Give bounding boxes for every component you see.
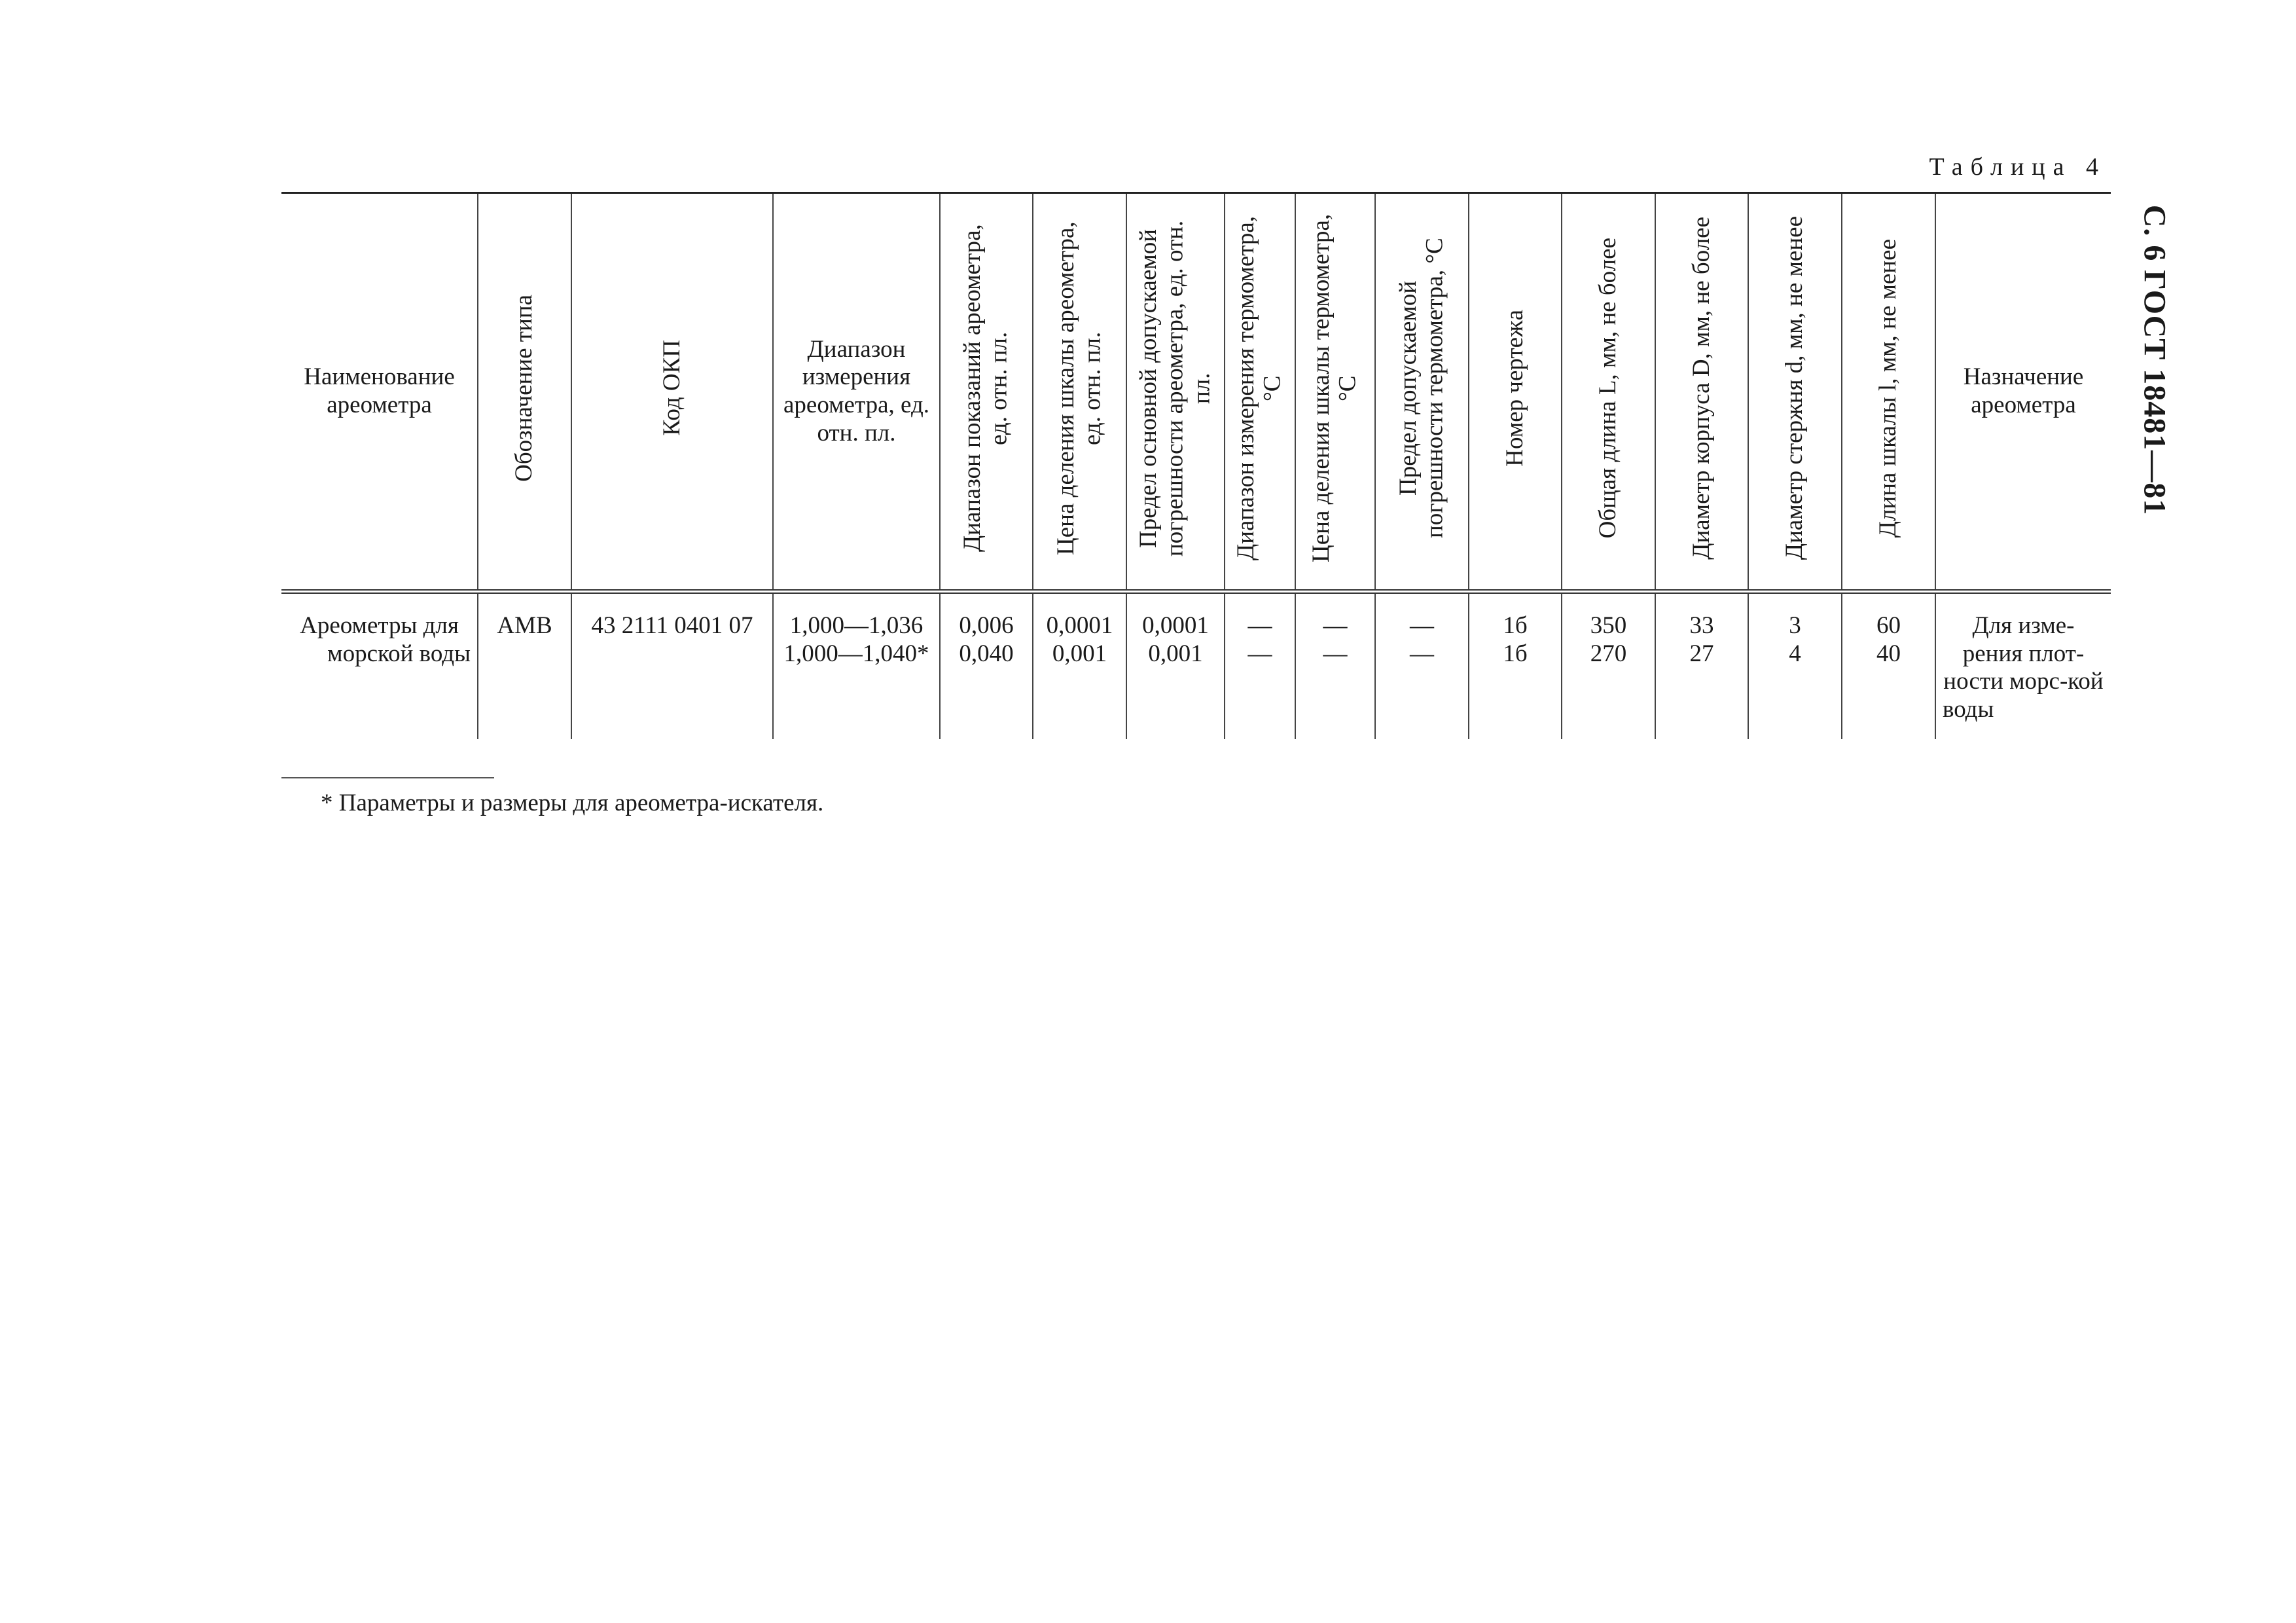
cell-therm-error [1375, 592, 1469, 740]
cell-scale-length-line: 60 [1876, 612, 1901, 639]
cell-okp: 43 2111 0401 07 [571, 592, 773, 740]
header-range: Диапазон измерения ареометра, ед. отн. пл. [773, 193, 940, 592]
cell-drawing [1469, 592, 1562, 740]
cell-stem-diameter-line: 4 [1789, 640, 1801, 667]
cell-length-line: 350 [1590, 612, 1627, 639]
cell-therm-range-line: — [1247, 640, 1272, 667]
spec-table-wrapper [281, 192, 2111, 739]
cell-purpose: Для изме-рения плот-ности морс-кой воды [1935, 592, 2111, 740]
cell-range-line: 1,000—1,036 [789, 612, 924, 639]
cell-range [773, 592, 940, 740]
spec-table [281, 192, 2111, 739]
cell-division [1033, 592, 1126, 740]
header-purpose: Назначение ареометра [1935, 193, 2111, 592]
page-header [2094, 190, 2215, 530]
cell-therm-division-line: — [1323, 640, 1348, 667]
cell-name: Ареометры для морской воды [281, 592, 478, 740]
page-header-text: С. 6 ГОСТ 18481—81 [2137, 204, 2172, 516]
header-therm-range: Диапазон измерения термометра, °С [1225, 193, 1295, 592]
header-body-diameter: Диаметр корпуса D, мм, не более [1655, 193, 1748, 592]
cell-therm-division [1295, 592, 1375, 740]
cell-length [1562, 592, 1655, 740]
cell-error [1126, 592, 1225, 740]
header-therm-error: Предел допускаемой погрешности термометра, °С [1375, 193, 1469, 592]
cell-therm-division-line: — [1323, 612, 1348, 639]
cell-body-diameter-line: 33 [1689, 612, 1714, 639]
header-type: Обозначение типа [478, 193, 571, 592]
header-row [281, 193, 2111, 592]
cell-stem-diameter-line: 3 [1789, 612, 1801, 639]
cell-reading-range [940, 592, 1033, 740]
cell-body-diameter [1655, 592, 1748, 740]
header-stem-diameter: Диаметр стержня d, мм, не менее [1748, 193, 1842, 592]
cell-reading-range-line: 0,040 [959, 640, 1014, 667]
footnote: * Параметры и размеры для ареометра-искателя. [321, 790, 824, 816]
cell-error-line: 0,0001 [1142, 612, 1209, 639]
cell-therm-error-line: — [1410, 640, 1434, 667]
header-therm-division: Цена деления шкалы термометра, °С [1295, 193, 1375, 592]
header-okp: Код ОКП [571, 193, 773, 592]
cell-therm-range [1225, 592, 1295, 740]
header-reading-range: Диапазон показаний ареометра, ед. отн. пл. [940, 193, 1033, 592]
header-scale-length: Длина шкалы l, мм, не менее [1842, 193, 1935, 592]
cell-scale-length [1842, 592, 1935, 740]
header-name: Наименование ареометра [281, 193, 478, 592]
cell-reading-range-line: 0,006 [959, 612, 1014, 639]
cell-body-diameter-line: 27 [1689, 640, 1714, 667]
cell-therm-error-line: — [1410, 612, 1434, 639]
cell-type: АМВ [478, 592, 571, 740]
cell-division-line: 0,0001 [1046, 612, 1113, 639]
header-error: Предел основной допускаемой погрешности ареометра, ед. отн. пл. [1126, 193, 1225, 592]
cell-range-line: 1,000—1,040* [783, 640, 929, 667]
cell-scale-length-line: 40 [1876, 640, 1901, 667]
cell-length-line: 270 [1590, 640, 1627, 667]
header-length: Общая длина L, мм, не более [1562, 193, 1655, 592]
table-caption: Таблица 4 [1929, 153, 2106, 181]
table-row [281, 592, 2111, 740]
cell-therm-range-line: — [1247, 612, 1272, 639]
cell-stem-diameter [1748, 592, 1842, 740]
cell-error-line: 0,001 [1148, 640, 1203, 667]
cell-drawing-line: 1б [1503, 640, 1528, 667]
header-drawing: Номер чертежа [1469, 193, 1562, 592]
header-division: Цена деления шкалы ареометра, ед. отн. пл. [1033, 193, 1126, 592]
cell-division-line: 0,001 [1052, 640, 1107, 667]
footnote-divider [281, 777, 494, 778]
cell-drawing-line: 1б [1503, 612, 1528, 639]
